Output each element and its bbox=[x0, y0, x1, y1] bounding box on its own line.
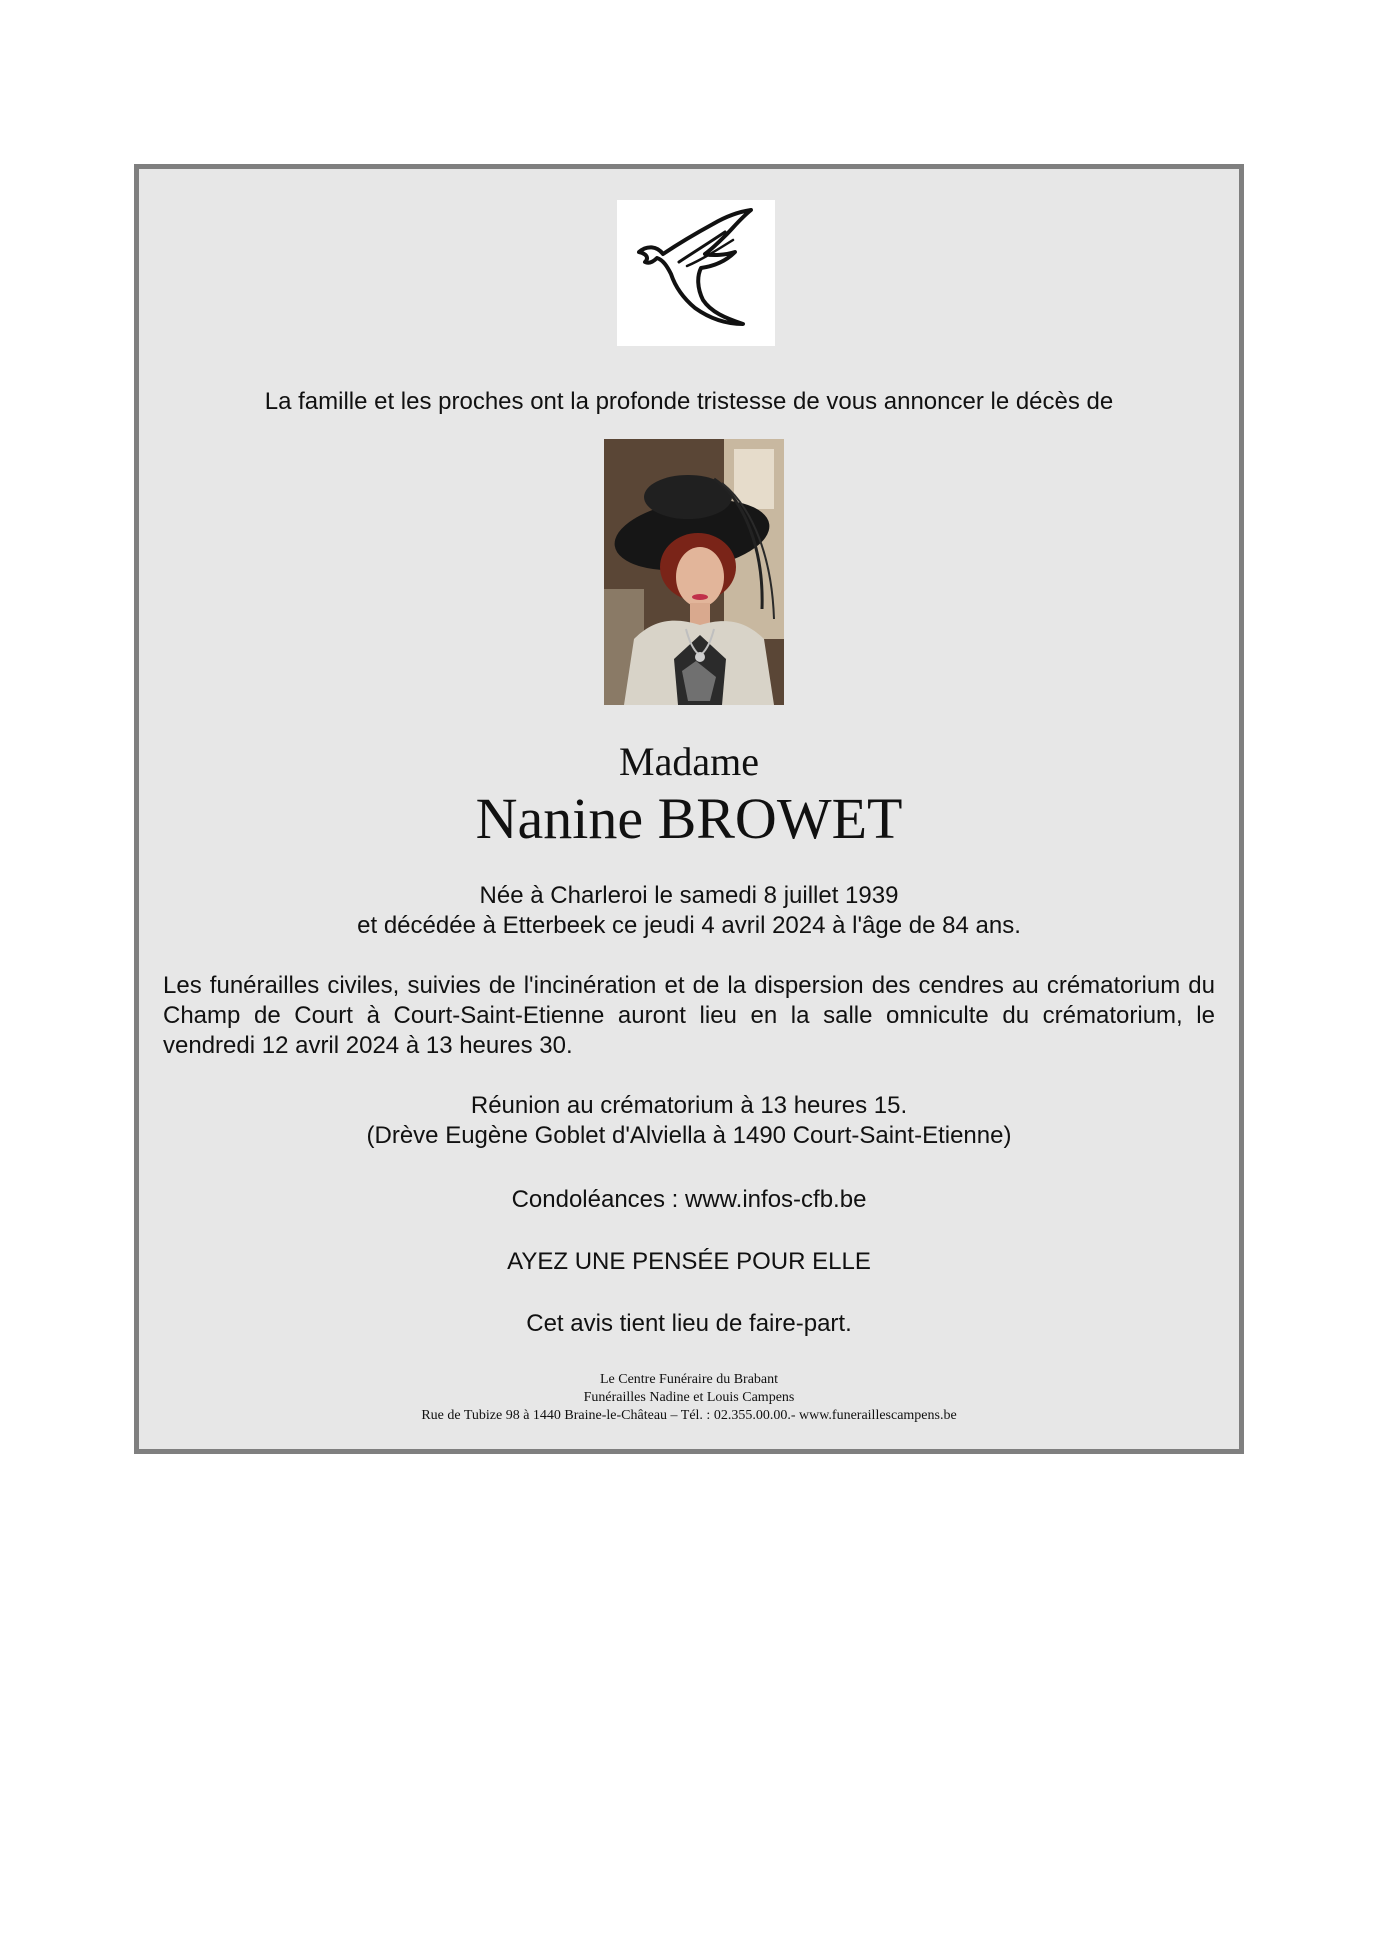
funeral-details: Les funérailles civiles, suivies de l'incinération et de la dispersion des cendres au crématorium du Champ de Court à Court-Saint-Etienne auront lieu en la salle omniculte du crématorium, le vendredi 12 avril 2024 à 13 heures 30. bbox=[163, 972, 1215, 1059]
footer-brand: Funérailles Nadine et Louis Campens bbox=[583, 1390, 795, 1405]
footer-contact: Rue de Tubize 98 à 1440 Braine-le-Château – Tél. : 02.355.00.00.- www.funeraillescampens.be bbox=[421, 1408, 957, 1423]
reunion-time: Réunion au crématorium à 13 heures 15. bbox=[470, 1092, 908, 1119]
obituary-card bbox=[134, 164, 1244, 1454]
remembrance-message: AYEZ UNE PENSÉE POUR ELLE bbox=[507, 1248, 871, 1275]
deceased-name: Nanine BROWET bbox=[475, 786, 903, 851]
footer-company: Le Centre Funéraire du Brabant bbox=[599, 1372, 779, 1387]
crematorium-address: (Drève Eugène Goblet d'Alviella à 1490 Court-Saint-Etienne) bbox=[366, 1122, 1012, 1149]
birth-info: Née à Charleroi le samedi 8 juillet 1939 bbox=[479, 882, 899, 909]
portrait-photo bbox=[604, 439, 784, 705]
death-info: et décédée à Etterbeek ce jeudi 4 avril 2024 à l'âge de 84 ans. bbox=[357, 912, 1021, 939]
condolences-link: Condoléances : www.infos-cfb.be bbox=[511, 1186, 867, 1213]
notice-text: Cet avis tient lieu de faire-part. bbox=[526, 1310, 852, 1337]
dove-icon bbox=[617, 200, 775, 346]
honorific: Madame bbox=[619, 739, 759, 784]
intro-text: La famille et les proches ont la profonde tristesse de vous annoncer le décès de bbox=[264, 388, 1114, 415]
